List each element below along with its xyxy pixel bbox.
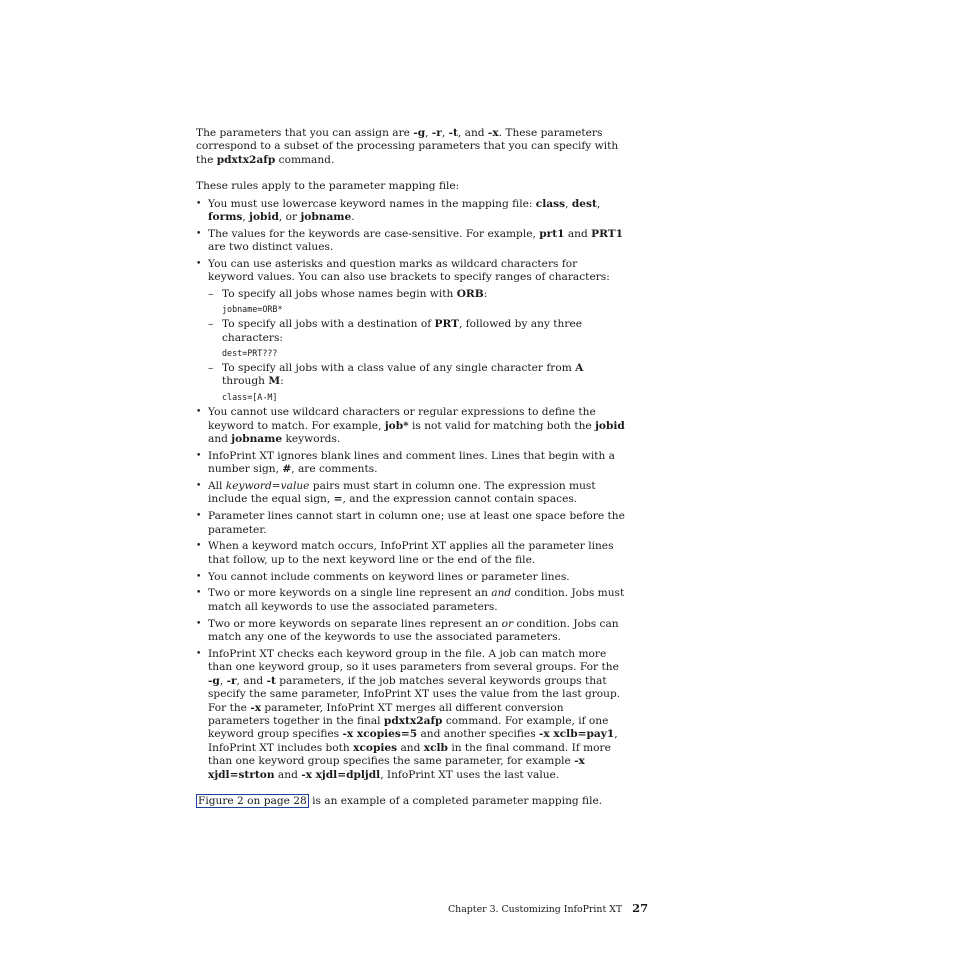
text-run: : [483,287,488,300]
bold-term: -x [250,701,262,714]
text-run: To specify all jobs whose names begin with [222,287,457,300]
text-run: The values for the keywords are case-sensitive. For example, [208,227,540,240]
rule-list-item [196,228,626,255]
rule-list-item [196,510,626,537]
rule-list-item [196,198,626,225]
text-run: are two distinct values. [208,241,334,254]
rule-list-item [196,450,626,477]
text-run: and [564,227,592,240]
rule-text [208,618,619,643]
text-run: You must use lowercase keyword names in the mapping file: [208,197,536,210]
wildcard-examples-list [208,288,626,403]
figure-cross-reference-link[interactable]: Figure 2 on page 28 [198,794,307,807]
text-run: . These parameters correspond to a subset of the processing parameters that you can specify with the [196,127,619,166]
bold-term: -t [266,674,276,687]
page-number: 27 [632,901,649,915]
bold-term: -t [448,127,458,139]
example-description [222,288,626,301]
page-body [196,127,626,808]
bold-term: pdxtx2afp [383,714,443,727]
rule-text [208,648,620,781]
text-run: , are comments. [291,463,378,476]
bold-term: pdxtx2afp [216,153,276,166]
text-run: pairs must start in column one. The expression must include the equal sign, [208,480,596,506]
text-run: : [280,375,284,388]
text-run: InfoPrint XT checks each keyword group in the file. A job can match more than one keyword group, so it uses parameters from several groups. For the [208,647,619,674]
rule-list-item [196,587,626,614]
italic-term: keyword=value [225,480,310,493]
wildcard-example-item [208,318,626,359]
rule-text [208,228,623,253]
text-run: , and the expression cannot contain spaces. [342,493,578,506]
text-run: To specify all jobs with a destination of [222,318,435,331]
code-example: jobname=ORB* [222,304,283,315]
footer-chapter-title: Chapter 3. Customizing InfoPrint XT [448,904,623,915]
text-run: InfoPrint XT ignores blank lines and comment lines. Lines that begin with a number sign, [208,449,616,476]
closing-text: is an example of a completed parameter mapping file. [308,794,603,807]
bold-term: -r [226,674,237,687]
rule-text [208,480,596,505]
example-description [222,362,626,389]
rules-lead-paragraph: These rules apply to the parameter mapping file: [196,180,460,193]
text-run: When a keyword match occurs, InfoPrint XT applies all the parameter lines that follow, up to the next keyword line or the end of the file. [208,540,614,566]
text-run: You cannot use wildcard characters or regular expressions to define the keyword to match. For example, [208,406,596,432]
bold-term: -g [208,674,220,687]
text-run: All [208,480,226,493]
bold-term: jobname [231,433,283,446]
text-run: condition. Jobs can match any one of the keywords to use the associated parameters. [208,617,619,644]
wildcard-example-item [208,362,626,403]
bold-term: -x xjdl=strton [208,755,585,781]
code-example: dest=PRT??? [222,348,278,359]
wildcard-example-item [208,288,626,315]
intro-paragraph [196,127,626,167]
page-footer [448,901,648,917]
rule-text [208,198,600,223]
text-run: You cannot include comments on keyword lines or parameter lines. [208,570,570,583]
bold-term: -g [413,127,426,139]
text-run: parameters, if the job matches several keywords groups that specify the same parameter, InfoPrint XT uses the value from the last group. For the [208,674,621,714]
text-run: and [397,741,424,754]
text-run: , and [236,674,267,687]
text-run: through [222,375,269,388]
bold-term: job* [384,419,409,432]
rule-list-item [196,648,626,782]
bold-term: xclb [423,741,448,754]
bold-term: dest [571,197,597,210]
bold-term: -x xcopies=5 [342,728,418,741]
example-description [222,318,626,345]
bold-term: A [575,362,584,375]
bold-term: jobname [300,211,352,224]
bold-term: jobid [595,419,625,432]
bold-term: ORB [456,287,484,300]
text-run: and another specifies [417,728,540,741]
text-run: , [242,211,250,224]
text-run: is not valid for matching both the [408,419,596,432]
rule-text [208,587,624,612]
text-run: , InfoPrint XT uses the last value. [380,768,560,781]
text-run: Two or more keywords on a single line represent an [208,587,492,600]
bold-term: -x [487,127,499,139]
bold-term: class [535,197,566,210]
text-run: and [208,433,232,446]
bold-term: prt1 [539,227,565,240]
text-run: To specify all jobs with a class value of any single character from [222,362,576,375]
italic-term: or [501,617,514,630]
text-run: The parameters that you can assign are [196,127,414,139]
bold-term: jobid [249,211,279,224]
rule-list-item [196,480,626,507]
bold-term: PRT [434,318,459,331]
italic-term: and [491,587,512,600]
rule-text [208,510,625,535]
text-run: You can use asterisks and question marks as wildcard characters for keyword values. You can also use brackets to specify ranges of characters: [208,258,610,284]
text-run: Parameter lines cannot start in column one; use at least one space before the parameter. [208,510,625,536]
text-run: command. [275,153,335,166]
rule-text [208,571,570,583]
text-run: , InfoPrint XT includes both [208,728,618,754]
rule-list-item [196,406,626,446]
bold-term: = [333,493,343,506]
text-run: , followed by any three characters: [222,318,582,344]
rule-list-item [196,571,626,584]
rule-text [208,450,615,475]
text-run: , [565,197,572,210]
text-run: and [274,768,302,781]
rule-list-item [196,618,626,645]
bold-term: # [282,463,292,476]
text-run: Two or more keywords on separate lines represent an [208,617,502,630]
text-run: , or [278,211,301,224]
bold-term: -x xclb=pay1 [539,728,615,741]
bold-term: M [268,375,281,388]
text-run: . [351,211,355,224]
rule-text [208,258,610,283]
text-run: keywords. [282,433,341,446]
rule-list-item [196,258,626,403]
text-run: , [441,127,449,139]
bold-term: -x xjdl=dpljdl [301,768,381,781]
rule-list-item [196,540,626,567]
text-run: condition. Jobs must match all keywords to use the associated parameters. [208,587,625,613]
code-example: class=[A-M] [222,391,278,402]
text-run: , [219,674,227,687]
rule-text [208,406,625,445]
closing-paragraph [196,795,626,808]
rule-text [208,540,614,565]
text-run: command. For example, if one keyword group specifies [208,714,609,741]
text-run: in the final command. If more than one keyword group specifies the same parameter, for example [208,741,611,768]
bold-term: -r [431,127,442,139]
bold-term: PRT1 [591,227,623,240]
bold-term: xcopies [353,741,398,754]
text-run: parameter, InfoPrint XT merges all different conversion parameters together in the final [208,701,564,727]
text-run: , [425,127,432,139]
bold-term: forms [208,211,243,224]
text-run: , and [457,127,488,139]
rules-list [196,198,626,782]
text-run: , [596,197,601,210]
